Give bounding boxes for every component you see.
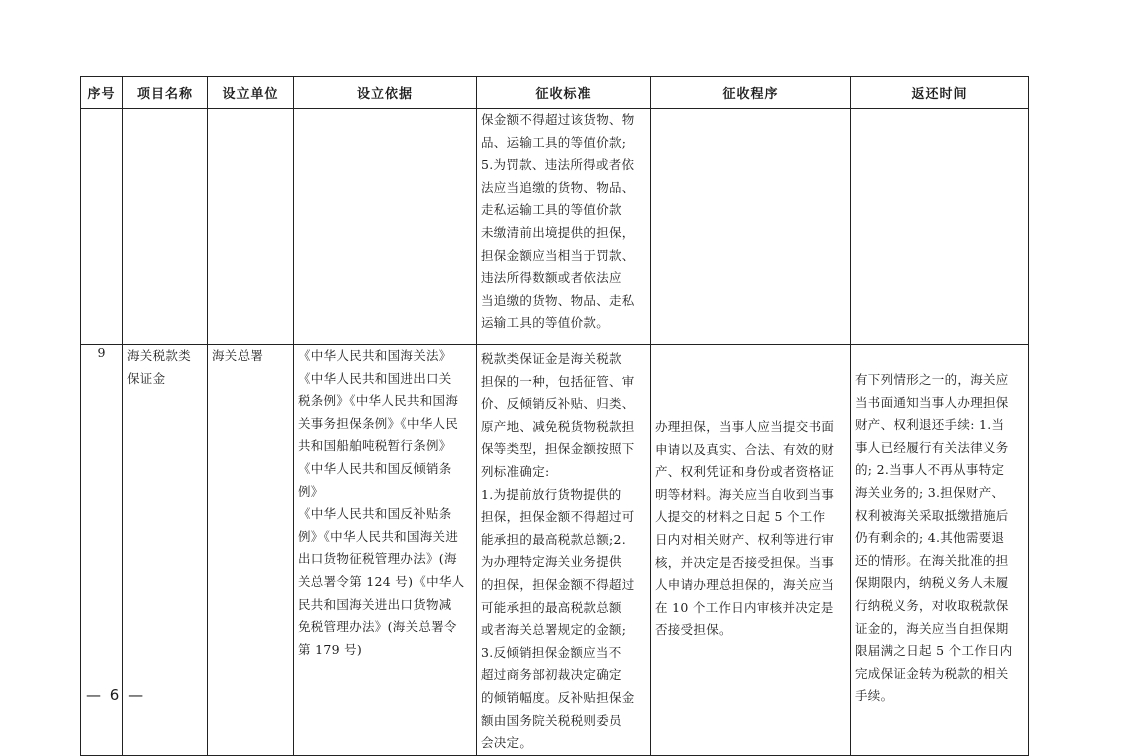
text-line: 保期限内，纳税义务人未履 [855,575,1009,591]
text-line: 产、权利凭证和身份或者资格证 [655,464,835,480]
text-line: 担保的一种，包括征管、审 [481,373,635,389]
text-line: 保证金 [127,370,166,386]
text-line: 出口货物征税管理办法》(海 [298,551,457,567]
text-line: 可能承担的最高税款总额 [481,599,622,615]
text-line: 例》《中华人民共和国海关进 [298,528,459,544]
text-line: 权利被海关采取抵缴措施后 [855,507,1009,523]
text-line: 手续。 [855,688,894,704]
row9-procedure-cell [651,345,851,756]
header-basis: 设立依据 [294,77,477,109]
text-line: 证金的，海关应当自担保期 [855,620,1009,636]
text-line: 违法所得数额或者依法应 [481,270,622,286]
text-line: 《中华人民共和国海关法》 [298,348,452,363]
text-line: 申请以及真实、合法、有效的财 [655,441,835,457]
text-line: 的倾销幅度。反补贴担保金 [481,689,635,705]
text-line: 人提交的材料之日起 5 个工作 [655,509,826,525]
text-line: 财产、权利退还手续: 1.当 [855,417,1005,433]
text-line: 海关税款类 [127,348,192,363]
text-line: 例》 [298,483,324,499]
text-line: 列标准确定: [481,463,550,479]
text-line: 价、反倾销反补贴、归类、 [481,396,635,412]
row9-index: 9 [81,345,123,756]
text-line: 保等类型，担保金额按照下 [481,441,635,457]
text-line: 当追缴的货物、物品、走私 [481,292,635,308]
row9-standard-cell [477,345,651,756]
header-unit: 设立单位 [208,77,294,109]
row9-standard [477,345,650,755]
text-line: 第 179 号) [298,641,363,657]
text-line: 关事务担保条例》《中华人民 [298,415,459,431]
text-line: 或者海关总署规定的金额; [481,622,627,638]
text-line: 《中华人民共和国进出口关 [298,370,452,386]
row9-basis-cell [294,345,477,756]
text-line: 原产地、减免税货物税款担 [481,418,635,434]
text-line: 担保，担保金额不得超过可 [481,509,635,525]
text-line: 仍有剩余的; 4.其他需要退 [855,530,1005,546]
text-line: 有下列情形之一的，海关应 [855,372,1009,387]
cont-name-cell [123,109,208,345]
row9-basis [294,345,476,661]
text-line: 当书面通知当事人办理担保 [855,394,1009,410]
cont-standard-cell [477,109,651,345]
text-line: 保金额不得超过该货物、物 [481,112,635,127]
text-line: 3.反倾销担保金额应当不 [481,644,622,660]
text-line: 的; 2.当事人不再从事特定 [855,462,1005,478]
text-line: 共和国船舶吨税暂行条例》 [298,438,452,454]
text-line: 税款类保证金是海关税款 [481,351,622,366]
text-line: 运输工具的等值价款。 [481,315,610,331]
header-index: 序号 [81,77,123,109]
table-row [81,345,1029,756]
text-line: 会决定。 [481,735,533,751]
header-standard: 征收标准 [477,77,651,109]
header-name: 项目名称 [123,77,208,109]
cont-procedure-cell [651,109,851,345]
text-line: 额由国务院关税税则委员 [481,712,622,728]
cont-basis-cell [294,109,477,345]
row9-name [123,345,207,390]
text-line: 办理担保，当事人应当提交书面 [655,419,835,434]
page-number: — 6 — [86,686,146,704]
header-procedure: 征收程序 [651,77,851,109]
text-line: 否接受担保。 [655,622,732,638]
text-line: 行纳税义务，对收取税款保 [855,597,1009,613]
row9-unit: 海关总署 [212,348,264,363]
header-refund: 返还时间 [851,77,1029,109]
text-line: 5.为罚款、违法所得或者依 [481,157,635,173]
text-line: 民共和国海关进出口货物减 [298,596,452,612]
text-line: 关总署令第 124 号)《中华人 [298,573,465,589]
table-row [81,109,1029,345]
cont-standard-text [477,109,650,335]
text-line: 海关业务的; 3.担保财产、 [855,484,1005,500]
text-line: 事人已经履行有关法律义务 [855,439,1009,455]
text-line: 完成保证金转为税款的相关 [855,665,1009,681]
header-row [81,77,1029,109]
row9-unit-cell [208,345,294,756]
text-line: 税条例》《中华人民共和国海 [298,393,459,409]
text-line: 法应当追缴的货物、物品、 [481,179,635,195]
text-line: 超过商务部初裁决定确定 [481,667,622,683]
text-line: 走私运输工具的等值价款 [481,202,622,218]
text-line: 未缴清前出境提供的担保， [481,224,635,240]
text-line: 人申请办理总担保的，海关应当 [655,577,835,593]
cont-index-cell [81,109,123,345]
text-line: 还的情形。在海关批准的担 [855,552,1009,568]
text-line: 《中华人民共和国反倾销条 [298,460,452,476]
text-line: 日内对相关财产、权利等进行审 [655,531,835,547]
text-line: 担保金额应当相当于罚款、 [481,247,635,263]
text-line: 在 10 个工作日内审核并决定是 [655,599,834,615]
text-line: 1.为提前放行货物提供的 [481,486,622,502]
text-line: 品、运输工具的等值价款; [481,134,627,150]
fee-table [80,76,1029,756]
text-line: 能承担的最高税款总额;2. [481,531,627,547]
text-line: 核，并决定是否接受担保。当事 [655,554,835,570]
row9-procedure [651,345,850,642]
row9-refund [851,345,1028,708]
text-line: 免税管理办法》(海关总署令 [298,619,457,635]
cont-unit-cell [208,109,294,345]
text-line: 的担保，担保金额不得超过 [481,576,635,592]
text-line: 《中华人民共和国反补贴条 [298,506,452,522]
text-line: 明等材料。海关应当自收到当事 [655,486,835,502]
text-line: 为办理特定海关业务提供 [481,554,622,570]
row9-refund-cell [851,345,1029,756]
text-line: 限届满之日起 5 个工作日内 [855,643,1013,659]
cont-refund-cell [851,109,1029,345]
